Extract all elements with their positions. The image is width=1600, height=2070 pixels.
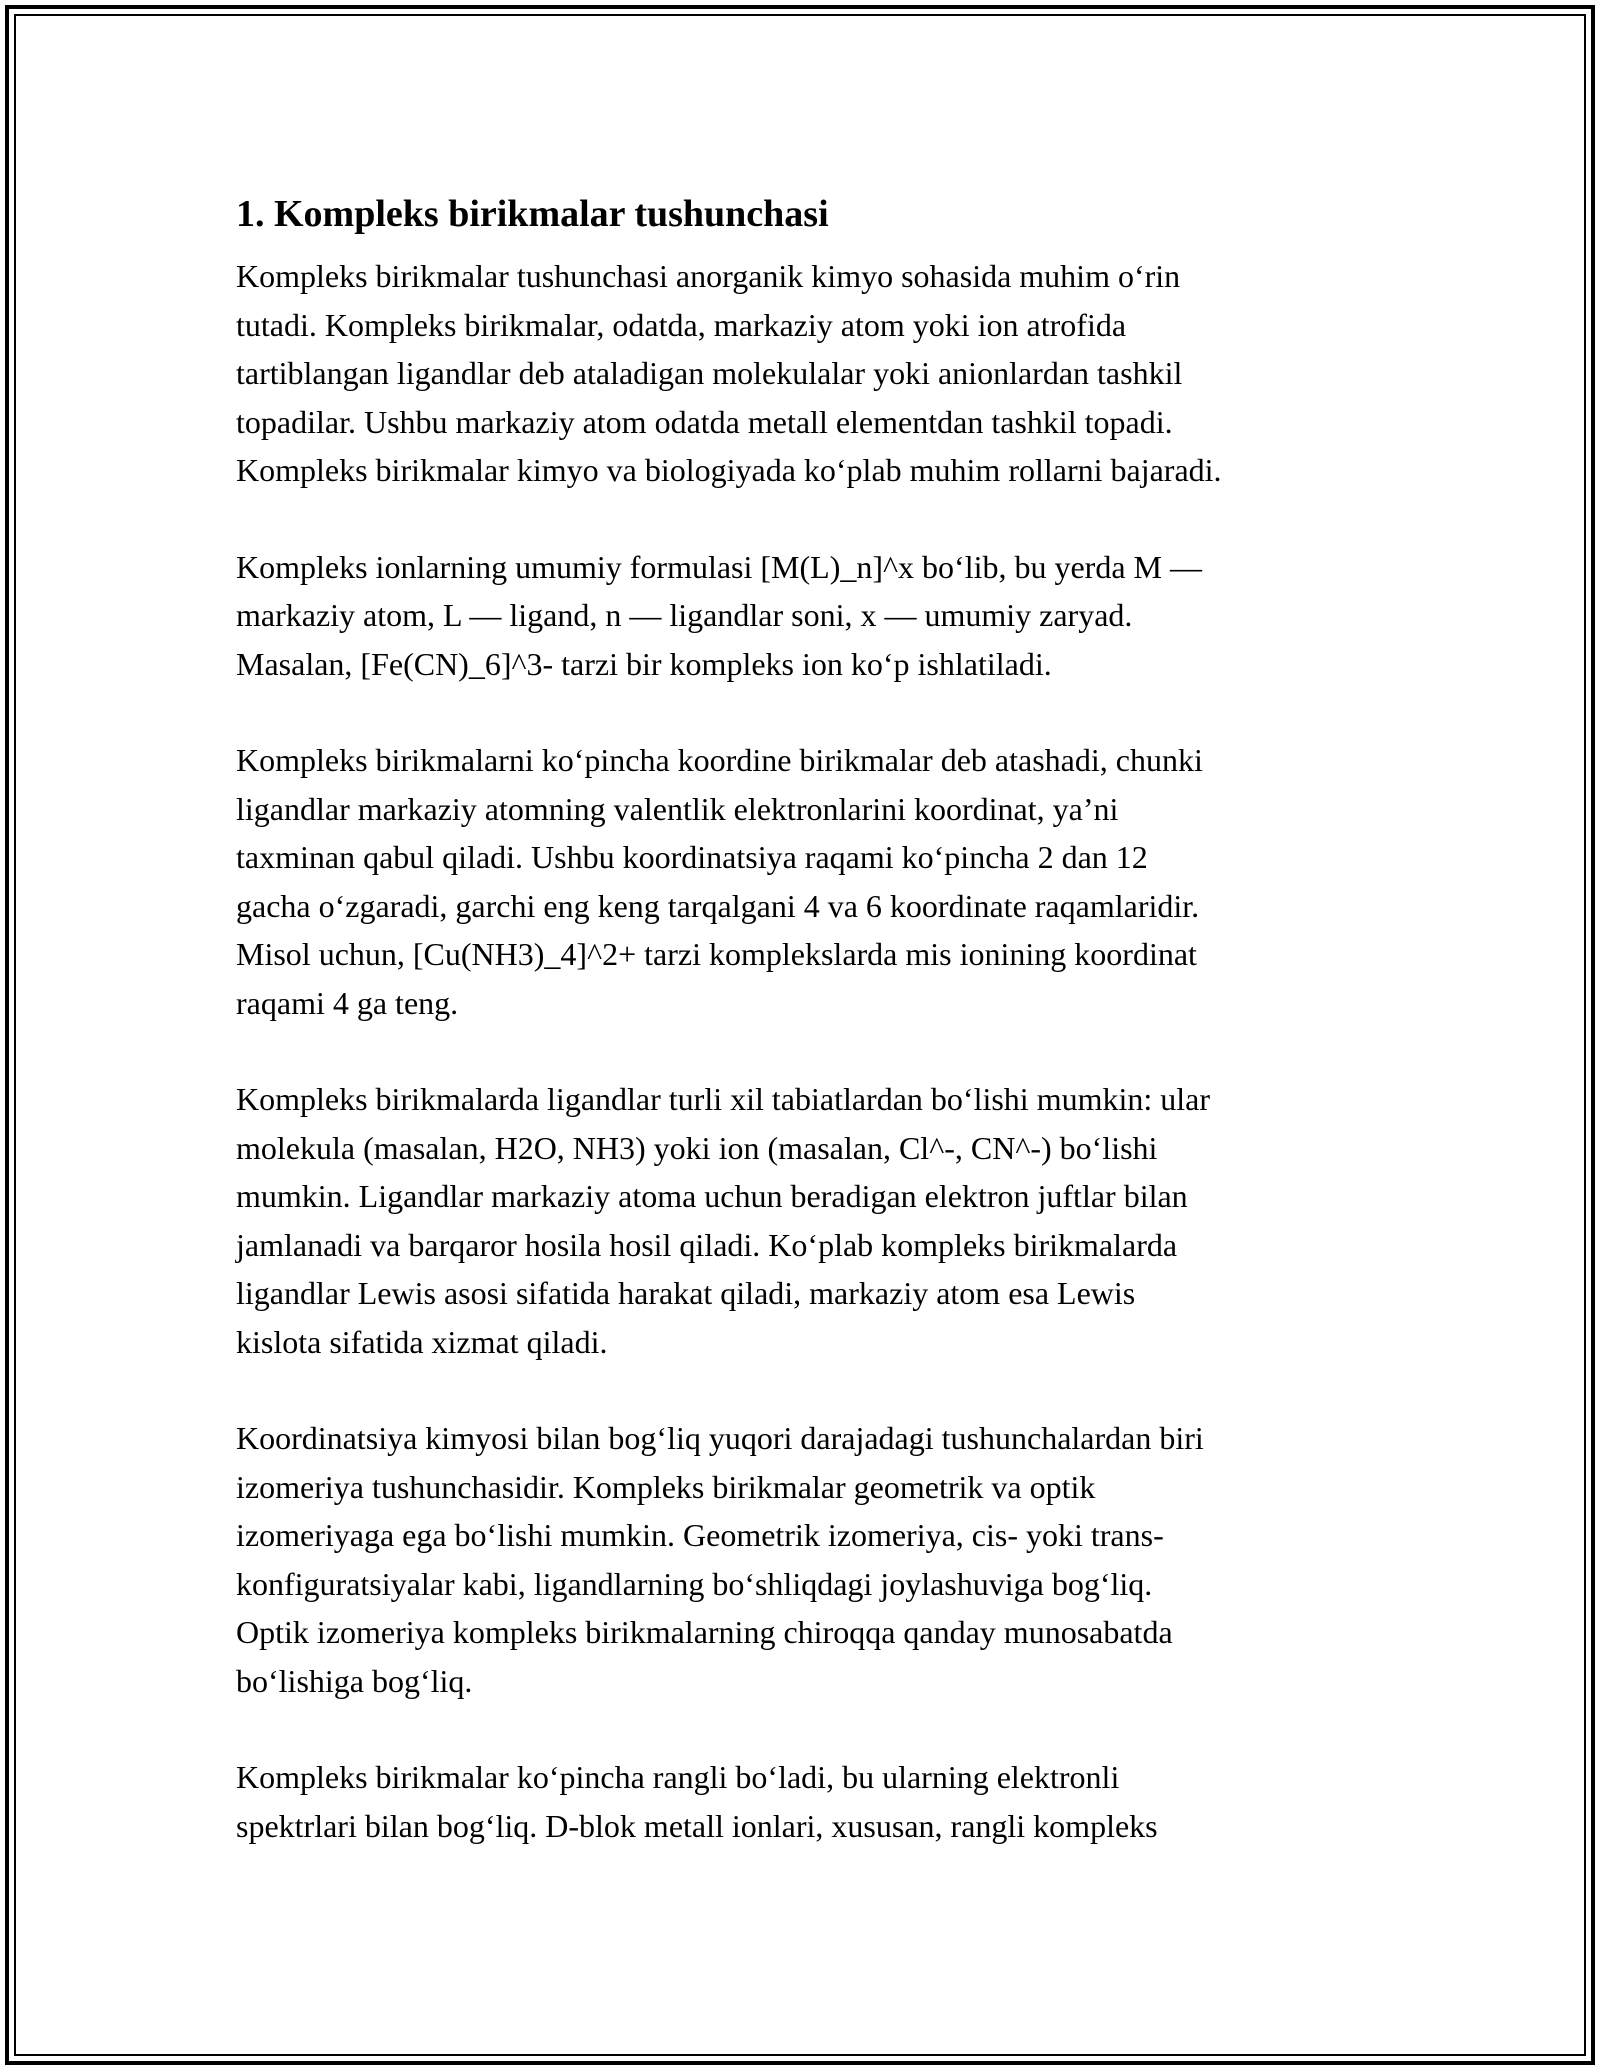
paragraph-list	[236, 252, 1396, 1850]
paragraph-line: spektrlari bilan bog‘liq. D-blok metall ionlari, xususan, rangli kompleks	[236, 1807, 1158, 1844]
paragraph-line: Koordinatsiya kimyosi bilan bog‘liq yuqori darajadagi tushunchalardan biri	[236, 1420, 1204, 1456]
paragraph-line: izomeriya tushunchasidir. Kompleks birikmalar geometrik va optik	[236, 1468, 1096, 1505]
paragraph-line: kislota sifatida xizmat qiladi.	[236, 1323, 608, 1360]
paragraph-line: mumkin. Ligandlar markaziy atoma uchun beradigan elektron juftlar bilan	[236, 1178, 1188, 1214]
paragraph-line: bo‘lishiga bog‘liq.	[236, 1662, 473, 1699]
paragraph	[236, 543, 1396, 689]
paragraph-line: izomeriyaga ega bo‘lishi mumkin. Geometrik izomeriya, cis- yoki trans-	[236, 1517, 1164, 1553]
paragraph-line: Kompleks birikmalar kimyo va biologiyada ko‘plab muhim rollarni bajaradi.	[236, 452, 1222, 488]
paragraph-line: raqami 4 ga teng.	[236, 984, 459, 1021]
paragraph-line: konfiguratsiyalar kabi, ligandlarning bo‘shliqdagi joylashuviga bog‘liq.	[236, 1565, 1153, 1602]
paragraph-line: Kompleks birikmalar ko‘pincha rangli bo‘ladi, bu ularning elektronli	[236, 1759, 1120, 1795]
paragraph-line: taxminan qabul qiladi. Ushbu koordinatsiya raqami ko‘pincha 2 dan 12	[236, 839, 1148, 875]
paragraph-line: ligandlar markaziy atomning valentlik elektronlarini koordinat, ya’ni	[236, 790, 1119, 827]
paragraph-line: Kompleks birikmalarni ko‘pincha koordine birikmalar deb atashadi, chunki	[236, 742, 1203, 778]
section-heading: 1. Kompleks birikmalar tushunchasi	[236, 193, 829, 235]
paragraph-line: ligandlar Lewis asosi sifatida harakat qiladi, markaziy atom esa Lewis	[236, 1275, 1136, 1311]
paragraph-line: Kompleks birikmalar tushunchasi anorganik kimyo sohasida muhim o‘rin	[236, 258, 1181, 294]
paragraph	[236, 1075, 1396, 1366]
paragraph	[236, 736, 1396, 1027]
paragraph-line: Optik izomeriya kompleks birikmalarning chiroqqa qanday munosabatda	[236, 1614, 1173, 1650]
paragraph	[236, 252, 1396, 495]
paragraph-line: Kompleks birikmalarda ligandlar turli xil tabiatlardan bo‘lishi mumkin: ular	[236, 1081, 1210, 1117]
paragraph-line: Masalan, [Fe(CN)_6]^3- tarzi bir kompleks ion ko‘p ishlatiladi.	[236, 645, 1052, 682]
paragraph-line: Misol uchun, [Cu(NH3)_4]^2+ tarzi komplekslarda mis ionining koordinat	[236, 936, 1197, 972]
paragraph-line: Kompleks ionlarning umumiy formulasi [M(L)_n]^x bo‘lib, bu yerda M —	[236, 548, 1202, 585]
paragraph-line: tartiblangan ligandlar deb ataladigan molekulalar yoki anionlardan tashkil	[236, 355, 1183, 391]
paragraph-line: topadilar. Ushbu markaziy atom odatda metall elementdan tashkil topadi.	[236, 403, 1173, 440]
paragraph-line: gacha o‘zgaradi, garchi eng keng tarqalgani 4 va 6 koordinate raqamlaridir.	[236, 887, 1200, 924]
paragraph	[236, 1753, 1396, 1850]
paragraph-line: markaziy atom, L — ligand, n — ligandlar soni, x — umumiy zaryad.	[236, 597, 1133, 633]
paragraph	[236, 1414, 1396, 1705]
paragraph-line: jamlanadi va barqaror hosila hosil qiladi. Ko‘plab kompleks birikmalarda	[236, 1226, 1178, 1263]
paragraph-line: molekula (masalan, H2O, NH3) yoki ion (masalan, Cl^-, CN^-) bo‘lishi	[236, 1129, 1158, 1166]
document-page	[236, 186, 1396, 1898]
paragraph-line: tutadi. Kompleks birikmalar, odatda, markaziy atom yoki ion atrofida	[236, 306, 1127, 343]
